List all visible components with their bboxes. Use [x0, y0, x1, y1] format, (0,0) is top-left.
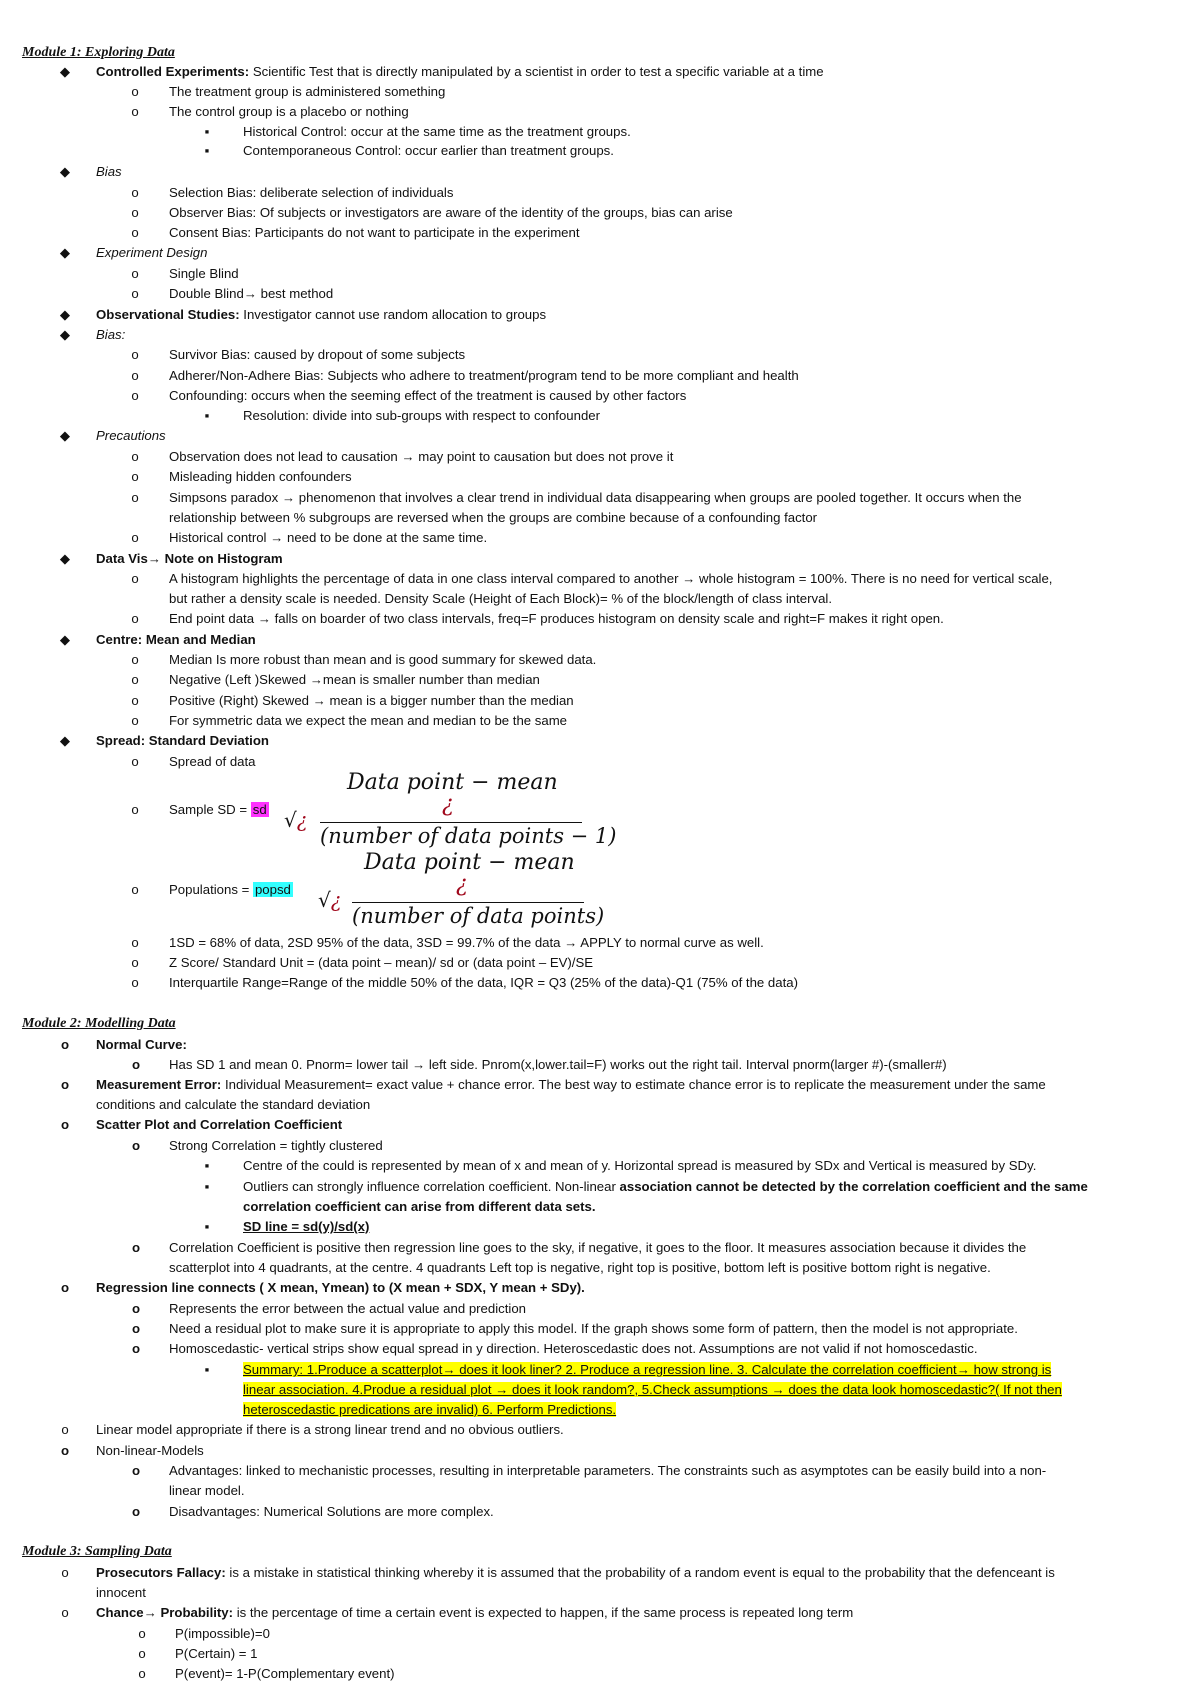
- z-score-item: Z Score/ Standard Unit = (data point – mean)/ sd or (data point – EV)/SE: [169, 955, 594, 970]
- p-certain-item: P(Certain) = 1: [175, 1646, 258, 1661]
- histogram-line-1: A histogram highlights the percentage of data in one class interval compared to another → whole histogram = 100%. There is no need for vertical scale,: [169, 571, 1053, 586]
- observational-studies-item: Observational Studies: Investigator cannot use random allocation to groups: [96, 307, 547, 322]
- historical-control-item: Historical Control: occur at the same time as the treatment groups.: [243, 124, 631, 139]
- diamond-bullet: ◆: [59, 632, 71, 647]
- circle-bullet: o: [131, 693, 139, 708]
- control-group-item: The control group is a placebo or nothing: [169, 104, 409, 119]
- formula-numerator: Data point − mean: [364, 850, 575, 875]
- survivor-bias-item: Survivor Bias: caused by dropout of some subjects: [169, 347, 466, 362]
- circle-bullet: o: [131, 530, 139, 545]
- historical-control-2-item: Historical control → need to be done at the same time.: [169, 530, 488, 545]
- square-bullet: ▪: [204, 124, 210, 139]
- circle-bullet: o: [131, 449, 139, 464]
- normal-curve-sub-item: Has SD 1 and mean 0. Pnorm= lower tail → left side. Pnrom(x,lower.tail=F) works out the right tail. Interval pnorm(larger #)-(smaller#): [169, 1057, 947, 1072]
- prosecutors-fallacy-line-2: innocent: [96, 1585, 146, 1600]
- population-sd-formula: [316, 848, 605, 938]
- bias-item: Bias: [96, 164, 122, 179]
- diamond-bullet: ◆: [59, 64, 71, 79]
- contemporaneous-control-item: Contemporaneous Control: occur earlier than treatment groups.: [243, 143, 614, 158]
- outliers-line-1: Outliers can strongly influence correlation coefficient. Non-linear association cannot be detected by the correlation coefficient and the same: [243, 1179, 1088, 1194]
- represents-error-item: Represents the error between the actual value and prediction: [169, 1301, 527, 1316]
- non-linear-models-item: Non-linear-Models: [96, 1443, 204, 1458]
- formula-numerator: Data point − mean: [347, 770, 558, 795]
- end-point-item: End point data → falls on boarder of two class intervals, freq=F produces histogram on density scale and right=F makes it right open.: [169, 611, 944, 626]
- circle-bullet: o: [61, 1422, 69, 1437]
- circle-bullet: o: [131, 266, 139, 281]
- circle-bullet: o: [131, 286, 139, 301]
- module-1-heading: Module 1: Exploring Data: [22, 45, 175, 60]
- precautions-item: Precautions: [96, 428, 166, 443]
- circle-bullet: o: [131, 469, 139, 484]
- spread-item: Spread: Standard Deviation: [96, 733, 269, 748]
- circle-bullet: o: [131, 672, 139, 687]
- causation-item: Observation does not lead to causation → may point to causation but does not prove it: [169, 449, 674, 464]
- module-3-heading: Module 3: Sampling Data: [22, 1544, 172, 1559]
- regression-line-item: Regression line connects ( X mean, Ymean) to (X mean + SDX, Y mean + SDy).: [96, 1280, 585, 1295]
- square-bullet: ▪: [204, 143, 210, 158]
- circle-bullet: o: [61, 1605, 69, 1620]
- square-bullet: ▪: [204, 408, 210, 423]
- formula-inverted-question: ¿: [456, 872, 468, 897]
- scatter-plot-item: Scatter Plot and Correlation Coefficient: [96, 1117, 343, 1132]
- spread-of-data-item: Spread of data: [169, 754, 256, 769]
- square-bullet: ▪: [204, 1362, 210, 1377]
- circle-bullet: o: [131, 347, 139, 362]
- observer-bias-item: Observer Bias: Of subjects or investigators are aware of the identity of the groups, bias can arise: [169, 205, 733, 220]
- bold-circle-bullet: o: [60, 1037, 70, 1052]
- measurement-error-line-2: conditions and calculate the standard deviation: [96, 1097, 371, 1112]
- misleading-item: Misleading hidden confounders: [169, 469, 352, 484]
- data-vis-item: Data Vis→ Note on Histogram: [96, 551, 283, 566]
- circle-bullet: o: [131, 955, 139, 970]
- circle-bullet: o: [131, 490, 139, 505]
- diamond-bullet: ◆: [59, 164, 71, 179]
- circle-bullet: o: [131, 368, 139, 383]
- prosecutors-fallacy-line-1: Prosecutors Fallacy: is a mistake in statistical thinking whereby it is assumed that the probability of a random event is equal to the probability that the defenceant is: [96, 1565, 1055, 1580]
- formula-denominator: (number of data points): [352, 904, 605, 928]
- bold-circle-bullet: o: [131, 1321, 141, 1336]
- p-event-item: P(event)= 1-P(Complementary event): [175, 1666, 395, 1681]
- strong-correlation-item: Strong Correlation = tightly clustered: [169, 1138, 383, 1153]
- diamond-bullet: ◆: [59, 428, 71, 443]
- diamond-bullet: ◆: [59, 245, 71, 260]
- cloud-centre-item: Centre of the could is represented by mean of x and mean of y. Horizontal spread is measured by SDx and Vertical is measured by SDy.: [243, 1158, 1037, 1173]
- negative-skew-item: Negative (Left )Skewed →mean is smaller number than median: [169, 672, 540, 687]
- simpsons-line-1: Simpsons paradox → phenomenon that involves a clear trend in individual data disappearing when groups are pooled together. It occurs when the: [169, 490, 1022, 505]
- advantages-line-2: linear model.: [169, 1483, 245, 1498]
- consent-bias-item: Consent Bias: Participants do not want to participate in the experiment: [169, 225, 580, 240]
- sqrt-symbol: √¿: [318, 888, 342, 912]
- circle-bullet: o: [131, 185, 139, 200]
- diamond-bullet: ◆: [59, 733, 71, 748]
- circle-bullet: o: [138, 1626, 146, 1641]
- chance-probability-item: Chance→ Probability: is the percentage of time a certain event is expected to happen, if the same process is repeated long term: [96, 1605, 854, 1620]
- disadvantages-item: Disadvantages: Numerical Solutions are more complex.: [169, 1504, 494, 1519]
- circle-bullet: o: [131, 104, 139, 119]
- circle-bullet: o: [131, 882, 139, 897]
- advantages-line-1: Advantages: linked to mechanistic processes, resulting in interpretable parameters. The constraints such as asymptotes can be easily build into a non-: [169, 1463, 1047, 1478]
- circle-bullet: o: [138, 1646, 146, 1661]
- circle-bullet: o: [131, 388, 139, 403]
- outliers-line-2: correlation coefficient can arise from different data sets.: [243, 1199, 596, 1214]
- single-blind-item: Single Blind: [169, 266, 239, 281]
- circle-bullet: o: [131, 802, 139, 817]
- linear-model-item: Linear model appropriate if there is a strong linear trend and no obvious outliers.: [96, 1422, 564, 1437]
- experiment-design-item: Experiment Design: [96, 245, 208, 260]
- simpsons-line-2: relationship between % subgroups are reversed when the groups are combine because of a confounding factor: [169, 510, 818, 525]
- bold-circle-bullet: o: [131, 1240, 141, 1255]
- normal-curve-item: Normal Curve:: [96, 1037, 187, 1052]
- formula-inverted-question: ¿: [442, 792, 454, 817]
- homoscedastic-item: Homoscedastic- vertical strips show equal spread in y direction. Heteroscedastic does not. Assumptions are not valid if not homoscedastic.: [169, 1341, 978, 1356]
- bold-circle-bullet: o: [131, 1463, 141, 1478]
- diamond-bullet: ◆: [59, 327, 71, 342]
- selection-bias-item: Selection Bias: deliberate selection of individuals: [169, 185, 454, 200]
- double-blind-item: Double Blind→ best method: [169, 286, 334, 301]
- confounding-item: Confounding: occurs when the seeming effect of the treatment is caused by other factors: [169, 388, 687, 403]
- summary-line-3: heteroscedastic predications are invalid) 6. Perform Predictions.: [243, 1402, 617, 1417]
- sample-sd-formula: [282, 768, 617, 858]
- symmetric-item: For symmetric data we expect the mean and median to be the same: [169, 713, 568, 728]
- bold-circle-bullet: o: [60, 1443, 70, 1458]
- circle-bullet: o: [131, 571, 139, 586]
- bold-circle-bullet: o: [131, 1341, 141, 1356]
- fraction-line: [320, 822, 582, 823]
- p-impossible-item: P(impossible)=0: [175, 1626, 270, 1641]
- histogram-line-2: but rather a density scale is needed. Density Scale (Height of Each Block)= % of the block/length of class interval.: [169, 591, 833, 606]
- circle-bullet: o: [131, 652, 139, 667]
- adherer-bias-item: Adherer/Non-Adhere Bias: Subjects who adhere to treatment/program tend to be more compliant and health: [169, 368, 799, 383]
- bold-circle-bullet: o: [131, 1057, 141, 1072]
- diamond-bullet: ◆: [59, 551, 71, 566]
- sd-rule-item: 1SD = 68% of data, 2SD 95% of the data, 3SD = 99.7% of the data → APPLY to normal curve as well.: [169, 935, 764, 950]
- circle-bullet: o: [138, 1666, 146, 1681]
- bold-circle-bullet: o: [131, 1138, 141, 1153]
- formula-denominator: (number of data points − 1): [320, 824, 617, 848]
- treatment-group-item: The treatment group is administered something: [169, 84, 446, 99]
- diamond-bullet: ◆: [59, 307, 71, 322]
- square-bullet: ▪: [204, 1219, 210, 1234]
- fraction-line: [352, 902, 584, 903]
- bold-circle-bullet: o: [60, 1280, 70, 1295]
- circle-bullet: o: [131, 975, 139, 990]
- summary-line-1: Summary: 1.Produce a scatterplot→ does it look liner? 2. Produce a regression line. 3. Calculate the correlation coefficient→ how strong is: [243, 1362, 1052, 1377]
- circle-bullet: o: [131, 225, 139, 240]
- measurement-error-line-1: Measurement Error: Individual Measurement= exact value + chance error. The best way to estimate chance error is to replicate the measurement under the same: [96, 1077, 1046, 1092]
- residual-plot-item: Need a residual plot to make sure it is appropriate to apply this model. If the graph shows some form of pattern, then the model is not appropriate.: [169, 1321, 1018, 1336]
- circle-bullet: o: [61, 1565, 69, 1580]
- positive-skew-item: Positive (Right) Skewed → mean is a bigger number than the median: [169, 693, 574, 708]
- controlled-experiments-item: Controlled Experiments: Scientific Test that is directly manipulated by a scientist in order to test a specific variable at a time: [96, 64, 824, 79]
- square-bullet: ▪: [204, 1179, 210, 1194]
- circle-bullet: o: [131, 611, 139, 626]
- median-robust-item: Median Is more robust than mean and is good summary for skewed data.: [169, 652, 597, 667]
- resolution-item: Resolution: divide into sub-groups with respect to confounder: [243, 408, 601, 423]
- centre-item: Centre: Mean and Median: [96, 632, 256, 647]
- correlation-line-1: Correlation Coefficient is positive then regression line goes to the sky, if negative, it goes to the floor. It measures association because it divides the: [169, 1240, 1027, 1255]
- square-bullet: ▪: [204, 1158, 210, 1173]
- correlation-line-2: scatterplot into 4 quadrants, at the centre. 4 quadrants Left top is negative, right top is positive, bottom left is positive bottom right is negative.: [169, 1260, 991, 1275]
- bold-circle-bullet: o: [60, 1077, 70, 1092]
- circle-bullet: o: [131, 84, 139, 99]
- circle-bullet: o: [131, 205, 139, 220]
- module-2-heading: Module 2: Modelling Data: [22, 1016, 176, 1031]
- circle-bullet: o: [131, 713, 139, 728]
- iqr-item: Interquartile Range=Range of the middle 50% of the data, IQR = Q3 (25% of the data)-Q1 (75% of the data): [169, 975, 798, 990]
- bold-circle-bullet: o: [131, 1504, 141, 1519]
- bold-circle-bullet: o: [131, 1301, 141, 1316]
- sample-sd-item: Sample SD = sd: [169, 802, 267, 817]
- bold-circle-bullet: o: [60, 1117, 70, 1132]
- bias-2-item: Bias:: [96, 327, 126, 342]
- summary-line-2: linear association. 4.Produe a residual plot → does it look random?, 5.Check assumptions → does the data look homoscedastic?( If not then: [243, 1382, 1062, 1397]
- sd-line-item: SD line = sd(y)/sd(x): [243, 1219, 370, 1234]
- population-sd-item: Populations = popsd: [169, 882, 291, 897]
- circle-bullet: o: [131, 935, 139, 950]
- circle-bullet: o: [131, 754, 139, 769]
- sqrt-symbol: √¿: [284, 808, 308, 832]
